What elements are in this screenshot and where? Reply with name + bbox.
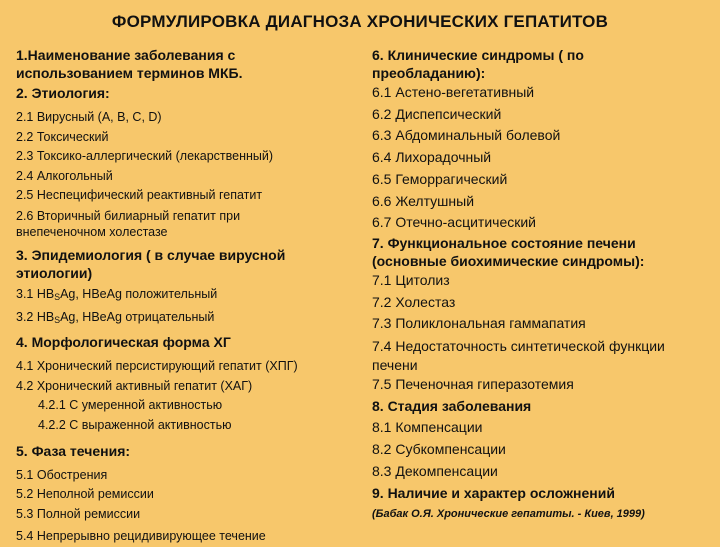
list-item: 6.5 Геморрагический — [372, 170, 508, 187]
section-8-heading: 8. Стадия заболевания — [372, 397, 532, 414]
section-1-heading-line2: использованием терминов МКБ. — [16, 65, 243, 81]
list-item: 4.2 Хронический активный гепатит (ХАГ) — [16, 378, 253, 393]
list-item-line1: 7.4 Недостаточность синтетической функции — [372, 338, 665, 355]
section-6-heading-line1: 6. Клинические синдромы ( по — [372, 47, 584, 63]
left-column — [16, 46, 356, 547]
section-5-heading: 5. Фаза течения: — [16, 442, 131, 459]
list-item: 6.2 Диспепсический — [372, 105, 502, 122]
list-item: 6.6 Желтушный — [372, 192, 475, 209]
section-1-heading-line1: 1.Наименование заболевания с — [16, 47, 236, 63]
list-item: 2.5 Неспецифический реактивный гепатит — [16, 188, 263, 203]
list-item: 7.1 Цитолиз — [372, 271, 450, 288]
list-item: 2.3 Токсико-аллергический (лекарственный) — [16, 149, 274, 164]
list-item: 6.1 Астено-вегетативный — [372, 84, 535, 100]
list-subitem: 4.2.2 С выраженной активностью — [38, 417, 232, 432]
list-item: 6.4 Лихорадочный — [372, 149, 492, 166]
list-item-hbsag-positive: 3.1 $HB_SAg$, HBeAg положительный — [16, 286, 218, 302]
right-column — [372, 46, 707, 520]
list-item: 2.2 Токсический — [16, 129, 109, 144]
source-citation: (Бабак О.Я. Хронические гепатиты. - Киев, 1999) — [372, 508, 645, 521]
list-item: 5.2 Неполной ремиссии — [16, 487, 154, 502]
list-item: 5.4 Непрерывно рецидивирующее течение — [16, 529, 266, 544]
list-item: 8.3 Декомпенсации — [372, 462, 498, 479]
list-item: 7.2 Холестаз — [372, 293, 456, 310]
list-item: 7.3 Поликлональная гаммапатия — [372, 315, 586, 332]
list-item: 4.1 Хронический персистирующий гепатит (ХПГ) — [16, 359, 298, 374]
list-item: 5.3 Полной ремиссии — [16, 506, 141, 521]
list-item: 6.3 Абдоминальный болевой — [372, 127, 561, 144]
list-item: 8.1 Компенсации — [372, 419, 483, 436]
section-3-heading-line2: этиологии) — [16, 264, 93, 281]
section-9-heading: 9. Наличие и характер осложнений — [372, 484, 615, 501]
list-item-line2: печени — [372, 356, 418, 373]
section-4-heading: 4. Морфологическая форма ХГ — [16, 334, 231, 351]
page-title: ФОРМУЛИРОВКА ДИАГНОЗА ХРОНИЧЕСКИХ ГЕПАТИТОВ — [111, 12, 609, 31]
list-item: 5.1 Обострения — [16, 467, 108, 482]
list-item: 2.4 Алкогольный — [16, 168, 113, 183]
section-7-heading-line2: (основные биохимические синдромы): — [372, 252, 645, 269]
section-6-heading-line2: преобладанию): — [372, 65, 486, 81]
list-item-line2: внепеченочном холестазе — [16, 224, 168, 239]
list-item: 6.7 Отечно-асцитический — [372, 214, 536, 231]
list-item-line1: 2.6 Вторичный билиарный гепатит при — [16, 208, 241, 223]
section-7-heading-line1: 7. Функциональное состояние печени — [372, 234, 636, 251]
section-3-heading-line1: 3. Эпидемиология ( в случае вирусной — [16, 246, 286, 263]
list-subitem: 4.2.1 С умеренной активностью — [38, 398, 223, 413]
list-item-hbsag-negative: 3.2 $HB_SAg$, HBeAg отрицательный — [16, 309, 215, 325]
list-item: 8.2 Субкомпенсации — [372, 441, 506, 458]
list-item: 2.1 Вирусный (A, B, C, D) — [16, 110, 162, 124]
section-2-heading: 2. Этиология: — [16, 85, 110, 101]
list-item: 7.5 Печеночная гиперазотемия — [372, 376, 574, 393]
